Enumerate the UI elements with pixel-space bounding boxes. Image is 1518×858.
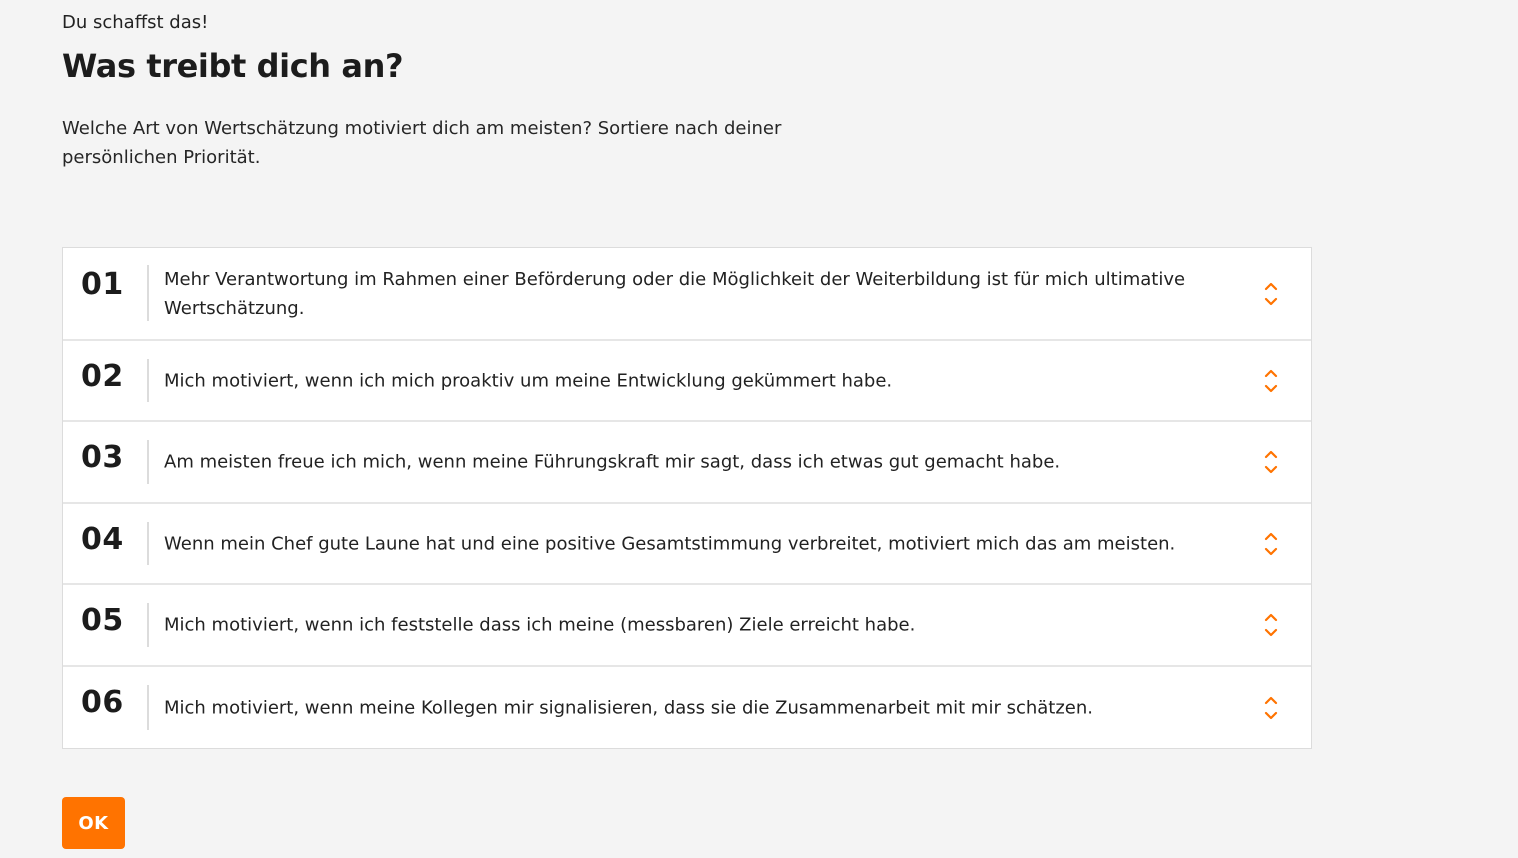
divider [147, 522, 149, 565]
divider [147, 440, 149, 484]
chevron-up-down-icon[interactable] [1261, 279, 1281, 309]
item-number: 01 [81, 267, 124, 302]
item-text: Wenn mein Chef gute Laune hat und eine positive Gesamtstimmung verbreitet, motiviert mich das am meisten. [164, 533, 1176, 554]
item-number: 06 [81, 685, 124, 720]
sortable-item-06[interactable] [63, 667, 1311, 748]
question-intro: Welche Art von Wertschätzung motiviert dich am meisten? Sortiere nach deiner persönlichen Priorität. [62, 118, 782, 168]
item-text: Mehr Verantwortung im Rahmen einer Beförderung oder die Möglichkeit der Weiterbildung ist für mich ultimative Wertschätzung. [164, 268, 1186, 319]
sortable-item-03[interactable] [63, 422, 1311, 504]
chevron-up-down-icon[interactable] [1261, 366, 1281, 396]
item-text: Mich motiviert, wenn ich mich proaktiv um meine Entwicklung gekümmert habe. [164, 370, 893, 391]
item-text: Mich motiviert, wenn ich feststelle dass ich meine (messbaren) Ziele erreicht habe. [164, 614, 916, 636]
divider [147, 265, 149, 321]
item-number: 04 [81, 522, 124, 557]
sortable-list [62, 247, 1312, 749]
page-title: Was treibt dich an? [62, 47, 404, 85]
item-number: 05 [81, 603, 124, 638]
sortable-item-04[interactable] [63, 504, 1311, 585]
divider [147, 685, 149, 730]
chevron-up-down-icon[interactable] [1261, 447, 1281, 477]
chevron-up-down-icon[interactable] [1261, 529, 1281, 559]
ok-button[interactable]: OK [62, 797, 125, 849]
item-text: Mich motiviert, wenn meine Kollegen mir signalisieren, dass sie die Zusammenarbeit mit mir schätzen. [164, 697, 1093, 718]
sortable-item-01[interactable] [63, 248, 1311, 341]
divider [147, 603, 149, 647]
sortable-item-02[interactable] [63, 341, 1311, 422]
item-text: Am meisten freue ich mich, wenn meine Führungskraft mir sagt, dass ich etwas gut gemacht habe. [164, 451, 1061, 473]
chevron-up-down-icon[interactable] [1261, 693, 1281, 723]
sortable-item-05[interactable] [63, 585, 1311, 667]
chevron-up-down-icon[interactable] [1261, 610, 1281, 640]
item-number: 02 [81, 359, 124, 394]
item-number: 03 [81, 440, 124, 475]
eyebrow-text: Du schaffst das! [62, 12, 209, 33]
divider [147, 359, 149, 402]
